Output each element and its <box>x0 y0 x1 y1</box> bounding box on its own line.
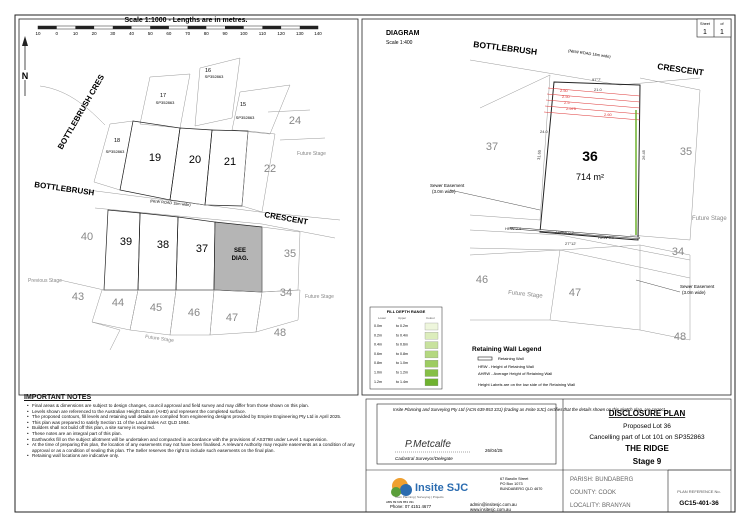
neighbour-lot: 37 <box>485 141 499 153</box>
scale-tick: 130 <box>296 31 304 36</box>
company-web: www.insitesjc.com.au <box>470 507 511 512</box>
fill-depth-upper: to 0.8m <box>396 351 408 356</box>
lot-number: 46 <box>187 307 201 319</box>
locality-label: LOCALITY: BRANYAN <box>570 503 631 509</box>
hrw-label: HRW 0.9 <box>598 235 615 240</box>
lot-number: 47 <box>225 312 239 324</box>
north-label: N <box>21 71 29 81</box>
note-item: • Earthworks fill on the subject allotment will be undertaken and compacted in accordance with the provisions of AS3798 under Level 1 supervision. <box>29 437 364 443</box>
retaining-wall-legend <box>472 346 575 387</box>
lot-number: 20 <box>188 154 202 166</box>
note-item: • Levels shown are referenced to the Australian Height Datum (AHD) and represent the completed surface. <box>29 409 364 415</box>
notes-title: IMPORTANT NOTES <box>24 394 92 401</box>
fill-depth-upper: to 1.0m <box>396 361 408 366</box>
note-item: • The proposed contours, fill levels and retaining wall details are compiled from engineering designs provided by Empire Engineering Pty Ltd in April 2025. <box>29 414 364 420</box>
company-address: BUNDABERG QLD 4670 <box>500 487 543 491</box>
previous-stage-label: Previous Stage <box>28 278 62 284</box>
lot-number: 17 <box>159 93 167 99</box>
wall-label: 2.5 <box>564 100 570 105</box>
wall-label: 2.60 <box>604 112 612 117</box>
lot-number: 45 <box>149 302 163 314</box>
fill-depth-swatch <box>425 351 438 358</box>
road-label-bottlebrush: BOTTLEBRUSH <box>33 180 95 198</box>
retaining-wall-symbol <box>478 357 492 360</box>
lot-number: 24 <box>288 115 302 127</box>
dimension-label: 97°7' <box>592 77 602 82</box>
company-address: 67 Barolin Street <box>500 477 529 481</box>
sheet-number-box <box>697 19 731 37</box>
certificate-date: 26/04/25 <box>485 448 503 453</box>
note-item: • This plan was prepared to satisfy Section 11 of the Land Sales Act QLD 1984. <box>29 420 364 426</box>
sewer-easement-label: Sewer Easement <box>430 183 465 188</box>
fill-depth-swatch <box>425 323 438 330</box>
legend-note: Height Labels are on the low side of the Retaining Wall <box>478 382 576 387</box>
dimension-label: 24.0 <box>540 129 548 134</box>
future-stage-label: Future Stage <box>305 294 334 300</box>
sewer-easement-label: Sewer Easement <box>680 284 715 289</box>
fill-depth-table <box>370 307 442 389</box>
lot-plan: SP352863 <box>204 74 224 79</box>
fill-depth-lower: 0.8m <box>374 361 382 366</box>
road-label-cres: BOTTLEBRUSH CRES <box>55 72 107 151</box>
wall-label: 2.50 <box>560 88 568 93</box>
fill-depth-header: Upper <box>398 316 407 320</box>
project-name: THE RIDGE <box>625 444 669 453</box>
see-diag-label: DIAG. <box>231 256 249 262</box>
note-item: • Builders shall not build off this plan, a site survey is required. <box>29 425 364 431</box>
proposed-lot: Proposed Lot 36 <box>623 423 671 430</box>
sewer-easement-label: (3.0m wide) <box>682 290 706 295</box>
neighbour-lot: 48 <box>673 331 687 343</box>
hrw-label: HRW 0.4 <box>505 226 522 231</box>
signature: P.Metcalfe <box>405 439 451 450</box>
hrw-label: AHRW 0.2 <box>555 230 574 235</box>
scale-tick: 10 <box>35 31 41 36</box>
fill-depth-swatch <box>425 379 438 386</box>
fill-depth-header: Colour <box>426 316 435 320</box>
diagram-lot-number: 36 <box>582 148 598 164</box>
lot-number: 35 <box>283 248 297 260</box>
future-stage-label: Future Stage <box>692 216 727 222</box>
diagram-scale: Scale 1:400 <box>386 40 413 46</box>
neighbour-lot: 47 <box>568 287 582 299</box>
dimension-label: 27°12' <box>565 241 577 246</box>
lot-number: 43 <box>71 291 85 303</box>
diagram-road-crescent: CRESCENT <box>656 61 705 78</box>
scale-tick: 0 <box>55 31 58 36</box>
wall-label: 2.575 <box>566 106 577 111</box>
scale-tick: 90 <box>222 31 228 36</box>
diagram-title: DIAGRAM <box>386 30 420 37</box>
scale-tick: 50 <box>147 31 153 36</box>
plan-heading: DISCLOSURE PLAN <box>608 409 686 418</box>
scale-tick: 10 <box>72 31 78 36</box>
cancelling-lot: Cancelling part of Lot 101 on SP352863 <box>589 434 705 441</box>
fill-depth-swatch <box>425 370 438 377</box>
scale-tick: 60 <box>166 31 172 36</box>
lot-number: 22 <box>263 163 277 175</box>
note-item: • Final areas & dimensions are subject to design changes, council approval and field survey and may differ from those shown on this plan. <box>29 403 364 409</box>
fill-depth-lower: 0.4m <box>374 342 382 347</box>
company-address: PO Box 1073 <box>500 482 523 486</box>
scale-tick: 140 <box>314 31 322 36</box>
scale-tick: 30 <box>110 31 116 36</box>
future-stage-label: Future Stage <box>297 151 326 157</box>
dimension-label: 26.45 <box>641 149 646 160</box>
sheet-label: Sheet <box>700 22 710 26</box>
scale-tick: 120 <box>277 31 285 36</box>
lot-plan: SP352863 <box>155 100 175 105</box>
see-diag-label: SEE <box>233 248 247 254</box>
scale-tick: 110 <box>258 31 266 36</box>
lot-number: 38 <box>156 239 170 251</box>
company-name: Insite SJC <box>415 482 469 494</box>
scale-tick: 70 <box>185 31 191 36</box>
company-abn: ABN 89 639 853 331 <box>386 500 414 504</box>
road-label-crescent: CRESCENT <box>263 210 309 227</box>
lot-number: 40 <box>80 231 94 243</box>
fill-depth-upper: to 1.2m <box>396 370 408 375</box>
sheet-number: 1 <box>703 29 707 36</box>
north-arrow-icon <box>20 36 31 96</box>
fill-depth-lower: 1.2m <box>374 379 382 384</box>
legend-item: AHRW - Average Height of Retaining Wall <box>478 371 553 376</box>
notes-list <box>24 403 364 459</box>
fill-depth-swatch <box>425 332 438 339</box>
company-email: admin@insitesjc.com.au <box>470 502 517 507</box>
fill-depth-upper: to 0.6m <box>396 342 408 347</box>
stage-name: Stage 9 <box>632 457 662 466</box>
lot-number: 37 <box>195 243 209 255</box>
lot-number: 19 <box>148 152 162 164</box>
fill-depth-header: Lower <box>378 316 387 320</box>
important-notes <box>24 394 364 459</box>
lot-plan: SP352863 <box>105 149 125 154</box>
plan-reference-number: GC15-401-36 <box>679 500 719 507</box>
fill-depth-upper: to 0.2m <box>396 324 408 328</box>
scale-tick: 40 <box>128 31 135 36</box>
future-stage-label: Future Stage <box>144 334 175 345</box>
sewer-easement-label: (3.0m wide) <box>432 189 456 194</box>
lot-plan: SP352863 <box>235 115 255 120</box>
lot-number: 18 <box>113 138 121 144</box>
fill-depth-lower: 1.0m <box>374 370 382 375</box>
wall-label: 2.50 <box>562 94 570 99</box>
legend-item: HRW - Height of Retaining Wall <box>478 364 534 369</box>
new-road-label: (NEW ROAD 15m wide) <box>149 199 191 208</box>
scale-tick: 20 <box>91 31 97 36</box>
lot-number: 39 <box>119 236 133 248</box>
fill-depth-lower: 0.0m <box>374 324 382 328</box>
future-stage-label: Future Stage <box>507 290 543 300</box>
lot-number: 15 <box>239 102 247 108</box>
sheet-of-label: of <box>720 22 724 26</box>
scale-tick: 80 <box>203 31 209 36</box>
title-block <box>366 399 731 512</box>
lot-number: 48 <box>273 327 287 339</box>
fill-depth-lower: 0.6m <box>374 351 382 356</box>
legend-item: Retaining Wall <box>498 356 524 361</box>
note-item: • At the time of preparing this plan, the location of any easements may not have been finalised. A relevant Authority may require easements as a condition of any approval or as a condition of sealing this plan. The Seller reserves the right to include such easements on the final plan. <box>29 442 364 453</box>
neighbour-lot: 34 <box>671 246 685 258</box>
certificate-text: Insite Planning and Surveying Pty Ltd (ACN 639 853 331) (trading as Insite SJC) certifies that the details shown on this sketch plan, are correct. <box>393 407 666 412</box>
diagram-lot-area: 714 m² <box>575 172 605 182</box>
company-phone: Phone: 07 4151 4677 <box>390 504 432 509</box>
lot-number: 21 <box>223 156 237 168</box>
sheet-total: 1 <box>720 29 724 36</box>
parish-label: PARISH: BUNDABERG <box>570 477 634 483</box>
county-label: COUNTY: COOK <box>570 490 617 496</box>
lot-number: 44 <box>111 297 125 309</box>
neighbour-lot: 35 <box>679 146 693 158</box>
fill-depth-title: FILL DEPTH RANGE <box>386 309 426 314</box>
fill-depth-swatch <box>425 342 438 349</box>
lot-number: 16 <box>204 68 212 74</box>
scale-bar-title: Scale 1:1000 - Lengths are in metres. <box>124 17 248 24</box>
note-item: • Retaining wall locations are indicative only. <box>29 453 364 459</box>
fill-depth-upper: to 1.4m <box>396 379 408 384</box>
diagram-road-bottlebrush: BOTTLEBRUSH <box>472 39 538 57</box>
note-item: • These notes are an integral part of this plan. <box>29 431 364 437</box>
plan-reference-label: PLAN REFERENCE No. <box>677 489 721 494</box>
diagram-new-road: (NEW ROAD 15m wide) <box>567 48 612 59</box>
legend-title: Retaining Wall Legend <box>472 346 542 353</box>
certificate-role: Cadastral Surveyor/Delegate <box>395 456 453 461</box>
fill-depth-lower: 0.2m <box>374 333 382 338</box>
scale-tick: 100 <box>239 31 248 36</box>
fill-depth-upper: to 0.4m <box>396 333 408 338</box>
scale-bar <box>35 26 322 36</box>
dimension-label: 21.0 <box>594 87 602 92</box>
neighbour-lot: 46 <box>475 274 489 286</box>
dimension-label: 31.65 <box>536 149 542 161</box>
lot-number: 34 <box>279 287 293 299</box>
company-tagline: Town Planning | Surveying | Projects <box>395 495 444 499</box>
fill-depth-swatch <box>425 360 438 367</box>
